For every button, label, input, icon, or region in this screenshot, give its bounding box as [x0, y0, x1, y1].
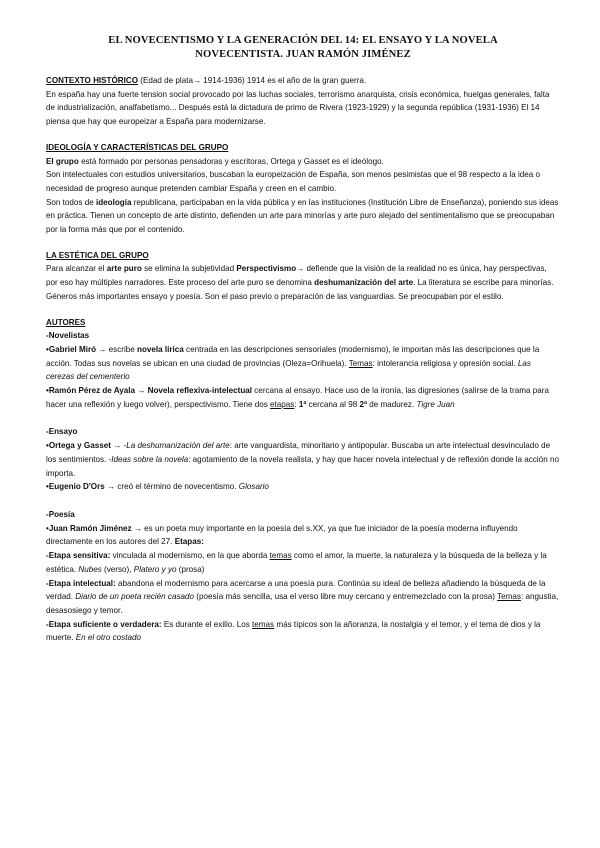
ayala-work: Tigre Juan — [416, 399, 455, 409]
estetica-text-e: . La literatura se escribe para minorías. Géneros más importantes ensayo y poesía. Son el paso previo o preparación de las vanguardias. Se preocupaban por el estilo. — [46, 278, 554, 301]
estetica-text-c: se elimina la subjetividad — [141, 264, 237, 274]
ideologia-grupo-bold: El grupo — [46, 156, 79, 166]
ortega-text-d: : agotamiento de la novela realista, y hay que hacer novela intelectual y de reflexión donde la acción no importa. — [46, 454, 559, 478]
estetica-bold-arte-puro: arte puro — [106, 264, 142, 274]
jrj-name: •Juan Ramón Jiménez — [46, 523, 132, 533]
ortega-work-2: Ideas sobre la novela — [111, 454, 189, 464]
ideologia-line-2: Son intelectuales con estudios universitarios, buscaban la europeización de España, son menos pesimistas que el 98 respecto a la idea o necesidad de progreso aunque pretenden cambiar España y creen en el cambio. — [46, 170, 541, 193]
ideologia-heading: IDEOLOGÍA Y CARACTERÍSTICAS DEL GRUPO — [46, 142, 229, 152]
etapa-suficiente — [46, 618, 560, 645]
estetica-text-d: defiende que la visión de la realidad no es única, hay perspectivas, por eso hay múltiples narradores. Este proceso del arte puro se denomina — [46, 264, 547, 288]
ayala-bold-2: 2ª — [359, 399, 367, 409]
intelectual-text-a: abandona el modernismo para acercarse a una poesía pura. Continúa su ideal de belleza añadiendo la búsqueda de la verdad. — [46, 578, 546, 602]
jrj-paragraph — [46, 522, 560, 549]
ideologia-bold: ideología — [95, 197, 132, 207]
miro-bold-novela-lirica: novela lírica — [137, 344, 184, 354]
etapa-sensitiva — [46, 549, 560, 576]
jrj-etapas: Etapas: — [174, 537, 204, 547]
ayala-text-c: : — [294, 399, 299, 409]
sensitiva-text-d: (verso), — [101, 564, 134, 574]
suficiente-label: -Etapa suficiente o verdadera: — [46, 619, 162, 629]
ayala-paragraph — [46, 384, 560, 411]
section-autores — [46, 316, 560, 645]
intelectual-text-d: : angustia, desasosiego y temor. — [46, 592, 559, 615]
ensayo-label: -Ensayo — [46, 427, 78, 437]
estetica-paragraph — [46, 262, 560, 303]
sensitiva-work-2: Platero y yo — [133, 564, 177, 574]
ortega-work-1: La deshumanización del arte — [126, 441, 230, 451]
intelectual-label: -Etapa intelectual: — [46, 578, 116, 588]
miro-text-d: : intolerancia religiosa y opresión social. — [372, 358, 518, 368]
suficiente-text-c: más típicos son la añoranza, la nostalgia y el temor, y el tema de dios y la muerte. — [46, 619, 541, 643]
sensitiva-temas: temas — [269, 551, 292, 561]
sensitiva-text-c: como el amor, la muerte, la naturaleza y la búsqueda de la belleza y la estética. — [46, 551, 547, 574]
sensitiva-label: -Etapa sensitiva: — [46, 551, 111, 561]
intelectual-work: Diario de un poeta recién casado — [75, 592, 195, 602]
miro-work: Las cerezas del cementerio — [46, 358, 531, 382]
ortega-name: •Ortega y Gasset — [46, 441, 111, 451]
section-estetica — [46, 249, 560, 304]
ortega-text-c: : arte vanguardista, minoritario y antipopular. Buscaba un arte intelectual desvinculado de los sentimientos. - — [46, 441, 551, 464]
intelectual-text-c: (poesía más sencilla, usa el verso libre muy cercano y entremezclado con la prosa) — [194, 592, 498, 602]
miro-paragraph — [46, 343, 560, 384]
section-ideologia — [46, 141, 560, 237]
miro-text-c: centrada en las descripciones sensoriales (modernismo), le importan más las descripciones que la acción. Todas sus novelas se ubican en una ciudad de provincias (Oleza=Orihuela). — [46, 344, 540, 368]
ayala-bold-1: 1ª — [298, 399, 307, 409]
estetica-text-a: Para alcanzar el — [46, 264, 107, 274]
ayala-etapas: etapas — [270, 399, 295, 409]
ayala-text-d: cercana al 98 — [306, 399, 360, 409]
suficiente-text-a: Es durante el exilio. Los — [161, 619, 253, 629]
ayala-name: •Ramón Pérez de Ayala → Novela reflexiva-intelectual — [46, 386, 253, 396]
ideologia-line-3b: republicana, participaban en la vida pública y en las instituciones (Institución Libre de Enseñanza), poniendo sus ideas en práctica. Tienen un concepto de arte distinto, defienden un arte para minorías y arte puro alejado del sentimentalismo que se preocupaban por la forma más que por el contenido. — [46, 197, 559, 235]
document-title — [46, 34, 560, 62]
sensitiva-work-1: Nubes — [78, 564, 102, 574]
title-line-1: EL NOVECENTISMO Y LA GENERACIÓN DEL 14: EL ENSAYO Y LA NOVELA — [108, 35, 498, 46]
ayala-text-e: de madurez. — [366, 399, 417, 409]
estetica-heading: LA ESTÉTICA DEL GRUPO — [46, 250, 149, 260]
miro-name: •Gabriel Miró — [46, 344, 97, 354]
estetica-bold-deshumanizacion: deshumanización del arte — [314, 278, 414, 288]
ayala-text-a: cercana al ensayo. Hace uso de la ironía, las digresiones (salirse de la trama para hacer una reflexión y luego volver), perspectivismo. Tiene dos — [46, 386, 549, 409]
dors-work: Glosario — [238, 482, 269, 492]
etapa-intelectual — [46, 577, 560, 618]
sensitiva-text-e: (prosa) — [176, 564, 205, 574]
sensitiva-text-a: vinculada al modernismo, en la que aborda — [110, 551, 270, 561]
novelistas-label: -Novelistas — [46, 331, 90, 341]
autores-heading: AUTORES — [46, 317, 86, 327]
jrj-text-a: → es un poeta muy importante en la poesía del s.XX, ya que fue iniciador de la poesía moderna influyendo directamente en los autores del 27. — [46, 523, 518, 547]
ortega-paragraph — [46, 439, 560, 480]
contexto-heading-tail: (Edad de plata→ 1914-1936) 1914 es el año de la gran guerra. — [138, 76, 367, 85]
contexto-heading: CONTEXTO HISTÓRICO — [46, 76, 139, 85]
suficiente-work: En el otro costado — [75, 633, 141, 643]
ortega-text-a: → - — [110, 441, 127, 451]
dors-name: •Eugenio D'Ors — [46, 482, 105, 492]
document-page — [46, 34, 560, 645]
estetica-bold-perspectivismo: Perspectivismo→ — [236, 264, 305, 274]
title-line-2: NOVECENTISTA. JUAN RAMÓN JIMÉNEZ — [195, 49, 411, 60]
dors-paragraph — [46, 480, 560, 494]
section-contexto — [46, 74, 560, 129]
suficiente-temas: temas — [252, 619, 275, 629]
miro-temas: Temas — [348, 358, 373, 368]
contexto-paragraph: En españa hay una fuerte tension social provocado por las luchas sociales, terrorismo anarquista, crisis económica, huelgas generales, falta de industrialización, analfabetismo... Después está la dictadura de primo de Rivera (1923-1929) y la segunda república (1931-1936) El 14 piensa que hay que europeizar a España para modernizarse. — [46, 89, 550, 127]
poesia-label: -Poesía — [46, 509, 75, 519]
ideologia-line-1: está formado por personas pensadoras y escritoras, Ortega y Gasset es el ideólogo. — [78, 156, 384, 166]
ideologia-line-3a: Son todos de — [46, 197, 96, 207]
intelectual-temas: Temas — [497, 592, 521, 602]
miro-text-a: → escribe — [96, 344, 137, 354]
dors-text-a: → creó el término de novecentismo. — [104, 482, 239, 492]
